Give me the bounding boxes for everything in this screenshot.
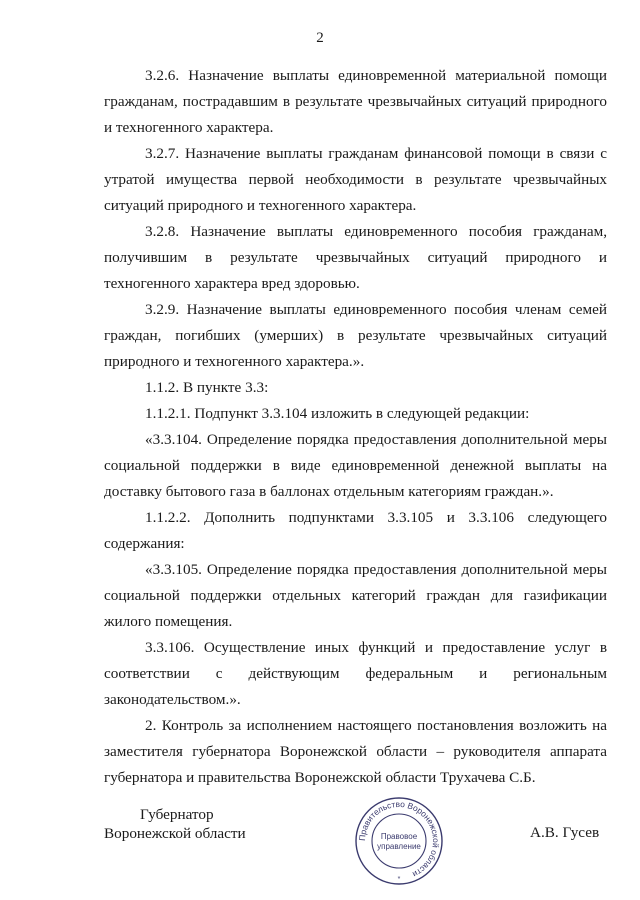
- page-number: 2: [316, 30, 324, 46]
- paragraph: 3.2.8. Назначение выплаты единовременного пособия гражданам, получившим в результате чрезвычайных ситуаций природного и техногенного характера вред здоровью.: [104, 223, 607, 292]
- stamp-seal-icon: [353, 795, 445, 887]
- stamp-center-line2: управление: [377, 842, 421, 851]
- paragraph: 1.1.2.2. Дополнить подпунктами 3.3.105 и 3.3.106 следующего содержания:: [104, 509, 607, 552]
- svg-text:*: *: [397, 876, 401, 883]
- signatory-title-line1: Губернатор: [140, 806, 214, 823]
- paragraph: 3.3.106. Осуществление иных функций и предоставление услуг в соответствии с действующим федеральным и региональным законодательством.».: [104, 639, 607, 708]
- signatory-name: А.В. Гусев: [530, 824, 600, 841]
- paragraph: «3.3.104. Определение порядка предоставления дополнительной меры социальной поддержки в виде единовременной денежной выплаты на доставку бытового газа в баллонах отдельным категориям граждан.».: [104, 431, 607, 500]
- stamp-ring-text: Правительство Воронежской области: [356, 798, 442, 880]
- signatory-title: [104, 805, 246, 843]
- paragraph: 3.2.9. Назначение выплаты единовременного пособия членам семей граждан, погибших (умерших) в результате чрезвычайных ситуаций природного и техногенного характера.».: [104, 301, 607, 370]
- paragraph: 1.1.2.1. Подпункт 3.3.104 изложить в следующей редакции:: [145, 405, 530, 422]
- paragraph: 3.2.6. Назначение выплаты единовременной материальной помощи гражданам, пострадавшим в результате чрезвычайных ситуаций природного и техногенного характера.: [104, 67, 607, 136]
- paragraph: «3.3.105. Определение порядка предоставления дополнительной меры социальной поддержки отдельных категорий граждан для газификации жилого помещения.: [104, 561, 607, 630]
- paragraph: 3.2.7. Назначение выплаты гражданам финансовой помощи в связи с утратой имущества первой необходимости в результате чрезвычайных ситуаций природного и техногенного характера.: [104, 145, 607, 214]
- stamp-center-line1: Правовое: [380, 832, 418, 841]
- signatory-title-line2: Воронежской области: [104, 825, 246, 842]
- document-body: [104, 63, 607, 791]
- paragraph: 2. Контроль за исполнением настоящего постановления возложить на заместителя губернатора Воронежской области – руководителя аппарата губернатора и правительства Воронежской области Трухачева С.Б.: [104, 717, 607, 786]
- paragraph: 1.1.2. В пункте 3.3:: [145, 379, 269, 396]
